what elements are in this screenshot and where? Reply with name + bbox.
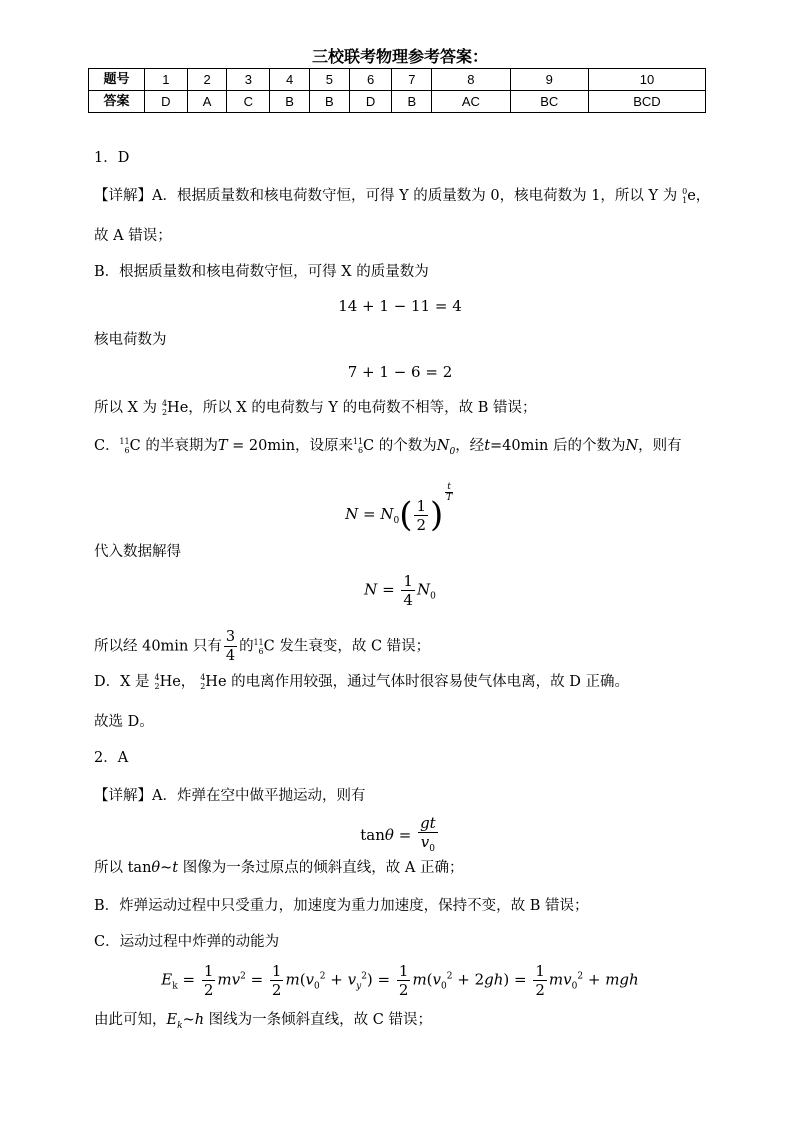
table-row-answers [89, 91, 706, 113]
q1-detail-a [94, 186, 710, 206]
table-cell: 9 [510, 69, 588, 91]
q2-detail-a-2 [94, 858, 463, 878]
table-cell: BC [510, 91, 588, 113]
table-cell: 1 [145, 69, 188, 91]
symbol-N: N [625, 438, 639, 454]
table-cell: A [187, 91, 227, 113]
table-cell: C [227, 91, 270, 113]
text: 所以 X 为 [94, 400, 158, 416]
symbol-t: t [484, 438, 491, 454]
text: ，则有 [638, 438, 682, 454]
text: 图线为一条倾斜直线，故 C 错误； [204, 1012, 432, 1028]
table-cell: 4 [270, 69, 310, 91]
isotope-sup: 11 6 [119, 437, 130, 455]
equation-mass: 14 + 1 − 11 = 4 [338, 297, 462, 315]
text: e， [687, 188, 711, 204]
isotope-sup: 4 2 [200, 673, 206, 691]
text: He，所以 X 的电荷数与 Y 的电荷数不相等，故 B 错误； [167, 400, 537, 416]
table-cell: 3 [227, 69, 270, 91]
equation-decay: $N = N_0$( $\frac{1}{2}$ ) $^{\frac{t}{T}}$ [345, 482, 453, 535]
text: ，经 [455, 438, 485, 454]
text: C 的个数为 [363, 438, 437, 454]
q2-detail-c-2 [94, 1010, 432, 1036]
table-cell: 10 [588, 69, 705, 91]
text: He 的电离作用较强，通过气体时很容易使气体电离，故 D 正确。 [205, 674, 629, 690]
equation-charge: 7 + 1 − 6 = 2 [347, 363, 453, 381]
q1-heading: 1．D [94, 150, 130, 166]
q1-substitute: 代入数据解得 [94, 544, 181, 560]
table-cell: 5 [309, 69, 349, 91]
q1-detail-c: C． 11 6 C 的半衰期为T = 20min，设原来 11 6 C 的个数为$N_0$，经t=40min 后的个数为N，则有 [94, 437, 682, 457]
isotope-sup: 0 1 [682, 187, 688, 205]
text: 【详解】A．根据质量数和核电荷数守恒，可得 Y 的质量数为 0，核电荷数为 1，所以 Y 为 [94, 188, 678, 204]
text: C． [94, 438, 120, 454]
isotope-sup: 11 6 [352, 437, 364, 455]
q2-detail-a: 【详解】A．炸弹在空中做平抛运动，则有 [94, 788, 366, 804]
q1-detail-a-2: 故 A 错误； [94, 228, 172, 244]
text: 所以经 40min 只有 [94, 638, 222, 655]
symbol-E: E [166, 1012, 178, 1028]
isotope-sup: 11 6 [253, 637, 264, 656]
symbol-N0: N [436, 438, 450, 454]
isotope-sup: 4 2 [161, 399, 168, 417]
symbol-theta-t: θ~t [151, 860, 179, 876]
table-cell: D [145, 91, 188, 113]
table-cell: BCD [588, 91, 705, 113]
table-cell: 7 [392, 69, 432, 91]
text: =40min 后的个数为 [490, 438, 626, 454]
q2-detail-c: C．运动过程中炸弹的动能为 [94, 934, 280, 950]
q1-charge-label: 核电荷数为 [94, 332, 167, 348]
table-cell: AC [432, 91, 510, 113]
table-row-numbers [89, 69, 706, 91]
q1-detail-b: B．根据质量数和核电荷数守恒，可得 X 的质量数为 [94, 264, 429, 280]
q2-detail-b: B．炸弹运动过程中只受重力，加速度为重力加速度，保持不变，故 B 错误； [94, 898, 589, 914]
table-header-number: 题号 [89, 69, 145, 91]
page-title: 三校联考物理参考答案： [311, 47, 488, 66]
symbol-h: ~h [182, 1012, 205, 1028]
table-cell: 8 [432, 69, 510, 91]
table-cell: 6 [349, 69, 392, 91]
table-cell: D [349, 91, 392, 113]
equation-tan: tanθ = $\frac{gt}{v_0}$ [360, 814, 436, 854]
text: He， [159, 674, 196, 690]
equation-kinetic: $E_k$ = $\frac{1}{2}$ $mv^2$ = $\frac{1}{2}$ $m(v_0^2 + v_y^2)$ = $\frac{1}{2}$ $m(v_0^2 + 2gh)$ = $\frac{1}{2}$ $mv_0^2$ + mgh [161, 962, 639, 999]
table-cell: B [309, 91, 349, 113]
equation-result: N = $\frac{1}{4}$ $N_0$ [364, 572, 436, 609]
text: = 20min，设原来 [227, 438, 354, 454]
q1-detail-c-2 [94, 628, 430, 665]
q1-choose: 故选 D。 [94, 714, 154, 730]
q1-detail-d [94, 672, 629, 692]
text: 由此可知， [94, 1012, 167, 1028]
text: 所以 tan [94, 860, 152, 876]
symbol-k: k [177, 1020, 183, 1031]
text: 的 [239, 638, 254, 655]
table-cell: B [270, 91, 310, 113]
table-header-answer: 答案 [89, 91, 145, 113]
text: C 发生衰变，故 C 错误； [263, 638, 431, 655]
table-cell: B [392, 91, 432, 113]
isotope-sup: 4 2 [154, 673, 160, 691]
symbol-T: T [217, 438, 228, 454]
answer-table [88, 68, 706, 113]
fraction-3-4: $\frac{3}{4}$ [225, 629, 236, 664]
q2-heading: 2．A [94, 750, 129, 766]
q1-detail-b-2 [94, 398, 536, 418]
text: D．X 是 [94, 674, 150, 690]
table-cell: 2 [187, 69, 227, 91]
text: C 的半衰期为 [129, 438, 218, 454]
text: 图像为一条过原点的倾斜直线，故 A 正确； [178, 860, 464, 876]
